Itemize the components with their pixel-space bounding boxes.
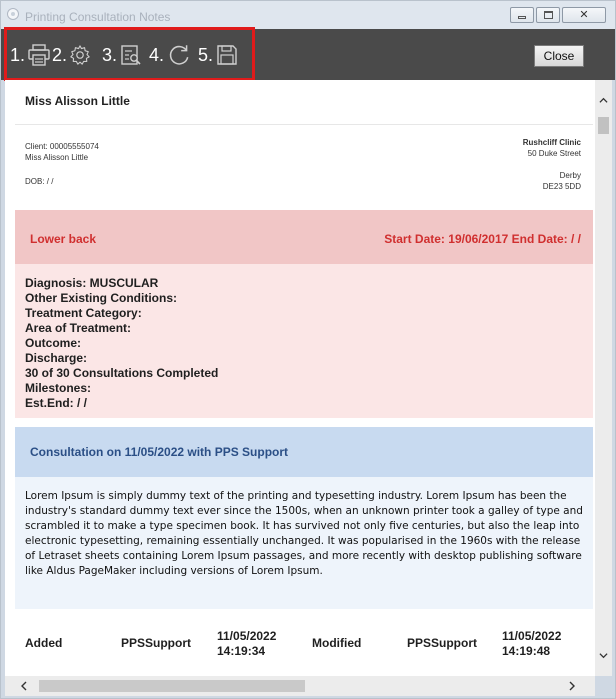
horizontal-scroll-thumb[interactable] — [39, 680, 305, 692]
preview-tool-number: 3. — [102, 44, 118, 65]
scroll-down-icon[interactable] — [599, 651, 608, 660]
modified-by: PPSSupport — [407, 636, 478, 650]
estimated-end-line: Est.End: / / — [25, 396, 88, 410]
scroll-right-icon[interactable] — [567, 681, 577, 691]
modified-date: 11/05/2022 — [502, 629, 562, 643]
episode-title: Lower back — [30, 232, 97, 246]
toolbar-highlight-box — [4, 27, 255, 81]
print-tool-number: 1. — [10, 44, 26, 65]
refresh-tool-number: 4. — [149, 44, 165, 65]
close-button[interactable]: Close — [534, 45, 584, 67]
title-bar — [1, 1, 615, 29]
settings-tool-number: 2. — [52, 44, 68, 65]
scroll-up-icon[interactable] — [599, 96, 608, 105]
consultation-section — [15, 427, 593, 609]
consultation-header — [15, 427, 593, 477]
horizontal-scrollbar[interactable] — [5, 676, 595, 696]
treatment-area-line: Area of Treatment: — [25, 321, 132, 335]
modified-label: Modified — [312, 636, 362, 650]
added-date: 11/05/2022 — [217, 629, 277, 643]
scroll-left-icon[interactable] — [19, 681, 29, 691]
clinic-name: Rushcliff Clinic — [522, 138, 581, 147]
client-name: Miss Alisson Little — [25, 153, 89, 162]
consultations-count-line: 30 of 30 Consultations Completed — [25, 366, 219, 380]
client-dob: DOB: / / — [25, 177, 54, 186]
patient-name: Miss Alisson Little — [25, 94, 130, 108]
clinic-postcode: DE23 5DD — [542, 182, 581, 191]
window-title: Printing Consultation Notes — [25, 10, 171, 24]
app-icon — [7, 8, 19, 20]
audit-row — [15, 613, 593, 673]
close-icon: ✕ — [579, 9, 589, 21]
window-close-button[interactable] — [562, 7, 606, 23]
client-number: Client: 00005555074 — [25, 142, 99, 151]
discharge-line: Discharge: — [25, 351, 88, 365]
diagnosis-line: Diagnosis: MUSCULAR — [25, 276, 159, 290]
maximize-button[interactable] — [536, 7, 560, 23]
save-tool-number: 5. — [198, 44, 214, 65]
episode-dates: Start Date: 19/06/2017 End Date: / / — [384, 232, 581, 246]
added-time: 14:19:34 — [217, 644, 266, 658]
treatment-category-line: Treatment Category: — [25, 306, 142, 320]
episode-section — [15, 210, 593, 418]
report-content — [5, 80, 595, 676]
clinic-town: Derby — [559, 171, 581, 180]
client-details — [15, 127, 593, 207]
conditions-line: Other Existing Conditions: — [25, 291, 177, 305]
minimize-button[interactable] — [510, 7, 534, 23]
consultation-notes: Lorem Ipsum is simply dummy text of the printing and typesetting industry. Lorem Ipsum has been the industry's standard dummy text ever since the 1500s, when an unknown printer took a galley of type and scrambled it to make a type specimen book. It has survived not only five centuries, but also the leap into electronic typesetting, remaining essentially unchanged. It was popularised in the 1960s with the release of Letraset sheets containing Lorem Ipsum passages, and more recently with desktop publishing software like Aldus PageMaker including versions of Lorem Ipsum. — [25, 490, 583, 577]
added-label: Added — [25, 636, 63, 650]
modified-time: 14:19:48 — [502, 644, 551, 658]
patient-header — [15, 80, 593, 125]
outcome-line: Outcome: — [25, 336, 82, 350]
added-by: PPSSupport — [121, 636, 192, 650]
vertical-scroll-thumb[interactable] — [598, 117, 609, 134]
consultation-title: Consultation on 11/05/2022 with PPS Support — [30, 445, 289, 459]
episode-header — [15, 210, 593, 264]
vertical-scrollbar[interactable] — [595, 80, 612, 676]
milestones-line: Milestones: — [25, 381, 92, 395]
clinic-street: 50 Duke Street — [527, 149, 581, 158]
